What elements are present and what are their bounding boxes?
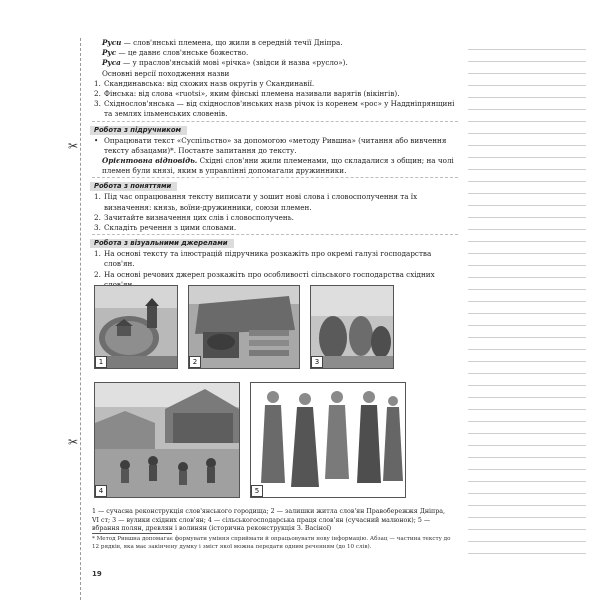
beehives-illustration: [311, 286, 393, 368]
answer: Орієнтовна відповідь. Східні слов'яни жили племенами, що складалися з общин; на чолі племен були князі, яким в управлінні допомагали дружинники.: [102, 156, 454, 176]
visual-list: [92, 249, 458, 290]
concepts-list: [92, 192, 458, 233]
photo-settlement: [94, 285, 178, 369]
scissors-icon: ✂: [68, 139, 79, 153]
cut-line: [80, 38, 82, 600]
list-item: 2. Зачитайте визначення цих слів і словосполучень.: [94, 212, 294, 222]
section-header-textbook: Робота з підручником: [90, 126, 187, 135]
farm-work-illustration: [95, 383, 239, 497]
origin-list: [92, 79, 458, 120]
photo-number: 4: [95, 485, 107, 497]
scissors-icon: ✂: [68, 435, 79, 449]
list-item: 1. На основі тексту та ілюстрацій підручника розкажіть про окремі галузі господарства слов'ян.: [94, 249, 432, 269]
list-item: 3. Складіть речення з цими словами.: [94, 223, 237, 233]
term-line: Руса — у праслов'янській мові «річка» (звідси й назва «русло»).: [102, 58, 348, 68]
photo-caption: 1 — сучасна реконструкція слов'янського городища; 2 — залишки житла слов'ян Правобережжя Дніпра, VI ст; 3 — вулики східних слов'ян; 4 — сільськогосподарська праця слов'ян (сучасний малюнок); 5 — вбрання полян, древлян і волинян (історична реконструкція З. Васіної): [92, 508, 446, 533]
dwelling-illustration: [189, 286, 299, 368]
photo-number: 2: [189, 356, 201, 368]
term-line: Рус — це давнє слов'янське божество.: [102, 48, 249, 58]
divider: [92, 177, 458, 178]
footnote-divider: [92, 533, 172, 534]
footnote: * Метод Рившна допомагає формувати уміння сприймати й опрацьовувати нову інформацію. Абзац — частина тексту до 12 рядків, яка має закінчену думку і зміст якої можна передати одним реченням (до 10 слів).: [92, 536, 451, 550]
clothing-illustration: [251, 383, 405, 497]
section-header-visual: Робота з візуальними джерелами: [90, 239, 234, 248]
photo-farm-work: [94, 382, 240, 498]
task-bullet: • Опрацювати текст «Суспільство» за допомогою «методу Рившна» (читання або вивчення тексту абзацами)*. Поставте запитання до тексту.: [94, 135, 447, 155]
main-text: [92, 38, 458, 290]
list-item: 3. Східнослов'янська — від східнослов'янських назв річок із коренем «рос» у Наддніпрянщині та землях ільменських словенів.: [94, 99, 455, 119]
photo-clothing: [250, 382, 406, 498]
term-line: Руси — слов'янські племена, що жили в середній течії Дніпра.: [102, 38, 343, 47]
page-number: 19: [92, 570, 102, 578]
list-item: 2. На основі речових джерел розкажіть про особливості сільського господарства східних: [94, 269, 435, 279]
divider: [92, 234, 458, 235]
section-header-concepts: Робота з поняттями: [90, 182, 177, 191]
photo-number: 3: [311, 356, 323, 368]
settlement-illustration: [95, 286, 177, 368]
list-item: 1. Під час опрацювання тексту виписати у зошит нові слова і словосполучення та їх визначення: князь, воїни-дружинники, союзи племен.: [94, 192, 418, 212]
divider: [92, 121, 458, 122]
photo-dwelling: [188, 285, 300, 369]
list-item: 1. Скандинавська: від схожих назв округів у Скандинавії.: [94, 78, 315, 88]
origin-title: Основні версії походження назви: [102, 68, 230, 78]
list-item: 2. Фінська: від слова «ruotsi», яким фінські племена називали варягів (вікінгів).: [94, 89, 400, 99]
lined-notes-area: [468, 38, 586, 558]
photo-number: 5: [251, 485, 263, 497]
photo-beehives: [310, 285, 394, 369]
photo-number: 1: [95, 356, 107, 368]
